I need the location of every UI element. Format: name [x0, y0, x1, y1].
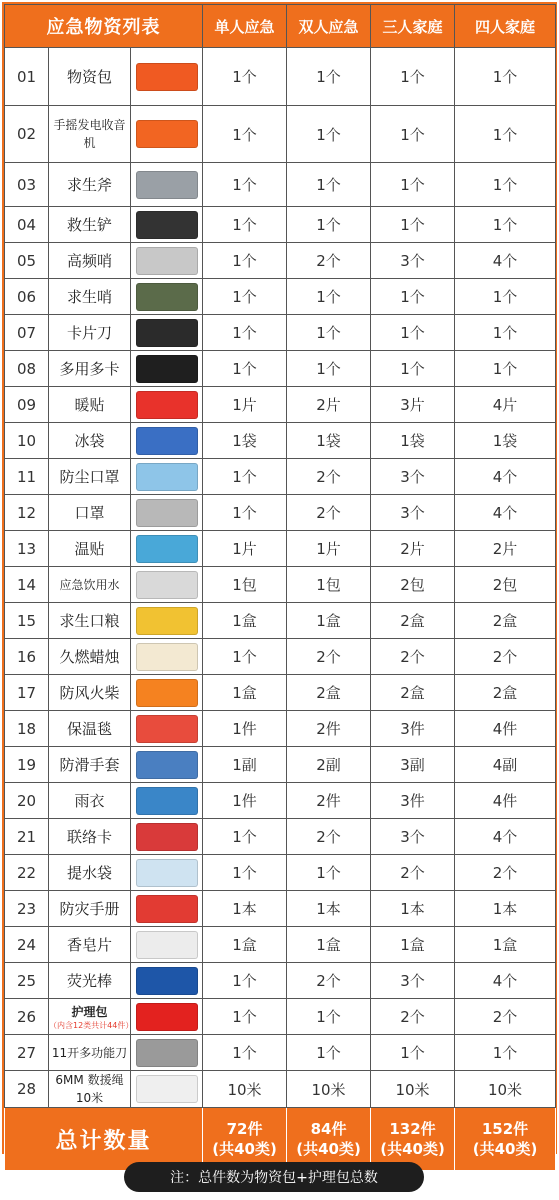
quantity-cell: 1盒: [455, 927, 556, 963]
quantity-cell: 2件: [287, 711, 371, 747]
quantity-cell: 1个: [287, 279, 371, 315]
quantity-cell: 1个: [455, 48, 556, 106]
item-image: [131, 351, 203, 387]
quantity-cell: 1个: [455, 279, 556, 315]
rope-icon: [136, 1075, 198, 1103]
whistle-icon: [136, 247, 198, 275]
row-number: 15: [5, 603, 49, 639]
quantity-cell: 1个: [203, 279, 287, 315]
gloves-icon: [136, 751, 198, 779]
item-image: [131, 495, 203, 531]
item-sub-text: （内含12类共计44件）: [49, 1021, 134, 1030]
heat-pad-icon: [136, 391, 198, 419]
quantity-cell: 1个: [203, 48, 287, 106]
quantity-cell: 2片: [287, 387, 371, 423]
supply-table: [4, 4, 556, 1171]
row-number: 23: [5, 891, 49, 927]
quantity-cell: 2个: [287, 963, 371, 999]
quantity-cell: 4片: [455, 387, 556, 423]
quantity-cell: 1片: [203, 531, 287, 567]
quantity-cell: 2个: [371, 999, 455, 1035]
quantity-cell: 2个: [455, 855, 556, 891]
quantity-cell: 2盒: [455, 603, 556, 639]
quantity-cell: 1袋: [203, 423, 287, 459]
quantity-cell: 1袋: [371, 423, 455, 459]
item-image: [131, 747, 203, 783]
quantity-cell: 4副: [455, 747, 556, 783]
quantity-cell: 10米: [287, 1071, 371, 1108]
quantity-cell: 2个: [287, 243, 371, 279]
blanket-icon: [136, 715, 198, 743]
item-name: 温贴: [49, 531, 131, 567]
item-name: 6MM 数援绳10米: [49, 1071, 131, 1108]
table-row: [5, 1035, 556, 1071]
column-header-double: 双人应急: [287, 5, 371, 48]
table-row: [5, 48, 556, 106]
row-number: 17: [5, 675, 49, 711]
quantity-cell: 1片: [287, 531, 371, 567]
item-name: 应急饮用水: [49, 567, 131, 603]
item-image: [131, 567, 203, 603]
item-name: 冰袋: [49, 423, 131, 459]
table-row: [5, 855, 556, 891]
quantity-cell: 1个: [203, 819, 287, 855]
quantity-cell: 1个: [203, 639, 287, 675]
row-number: 22: [5, 855, 49, 891]
table-row: [5, 675, 556, 711]
quantity-cell: 10米: [203, 1071, 287, 1108]
quantity-cell: 1个: [287, 48, 371, 106]
row-number: 25: [5, 963, 49, 999]
table-row: [5, 603, 556, 639]
ice-pack-icon: [136, 427, 198, 455]
quantity-cell: 1个: [203, 495, 287, 531]
row-number: 09: [5, 387, 49, 423]
radio-icon: [136, 120, 198, 148]
row-number: 05: [5, 243, 49, 279]
row-number: 01: [5, 48, 49, 106]
bag-icon: [136, 63, 198, 91]
item-name: 卡片刀: [49, 315, 131, 351]
quantity-cell: 1个: [287, 106, 371, 163]
quantity-cell: 1盒: [287, 927, 371, 963]
total-types: (共40类): [380, 1140, 445, 1158]
quantity-cell: 2盒: [371, 675, 455, 711]
table-row: [5, 567, 556, 603]
item-name: 提水袋: [49, 855, 131, 891]
row-number: 26: [5, 999, 49, 1035]
multi-knife-icon: [136, 1039, 198, 1067]
quantity-cell: 4个: [455, 963, 556, 999]
axe-icon: [136, 171, 198, 199]
quantity-cell: 2个: [287, 459, 371, 495]
total-types: (共40类): [296, 1140, 361, 1158]
quantity-cell: 1袋: [287, 423, 371, 459]
quantity-cell: 3个: [371, 819, 455, 855]
quantity-cell: 1个: [203, 163, 287, 207]
quantity-cell: 4个: [455, 459, 556, 495]
item-image: [131, 783, 203, 819]
quantity-cell: 3个: [371, 963, 455, 999]
item-image: [131, 459, 203, 495]
item-image: [131, 1071, 203, 1108]
item-name: 保温毯: [49, 711, 131, 747]
quantity-cell: 2片: [371, 531, 455, 567]
quantity-cell: 1袋: [455, 423, 556, 459]
item-image: [131, 927, 203, 963]
quantity-cell: 1盒: [203, 675, 287, 711]
item-image: [131, 675, 203, 711]
quantity-cell: 1个: [455, 163, 556, 207]
column-header-four: 四人家庭: [455, 5, 556, 48]
quantity-cell: 1个: [203, 459, 287, 495]
item-name: 求生哨: [49, 279, 131, 315]
table-row: [5, 243, 556, 279]
total-types: (共40类): [212, 1140, 277, 1158]
quantity-cell: 1个: [455, 207, 556, 243]
item-image: [131, 48, 203, 106]
item-name: 荧光棒: [49, 963, 131, 999]
quantity-cell: 4件: [455, 783, 556, 819]
item-name: 高频哨: [49, 243, 131, 279]
quantity-cell: 4个: [455, 819, 556, 855]
item-name: 雨衣: [49, 783, 131, 819]
quantity-cell: 3个: [371, 495, 455, 531]
soap-icon: [136, 931, 198, 959]
quantity-cell: 1盒: [203, 927, 287, 963]
item-name: 香皂片: [49, 927, 131, 963]
row-number: 08: [5, 351, 49, 387]
item-image: [131, 243, 203, 279]
row-number: 12: [5, 495, 49, 531]
table-row: [5, 999, 556, 1035]
quantity-cell: 1个: [371, 106, 455, 163]
item-image: [131, 279, 203, 315]
dust-mask-icon: [136, 463, 198, 491]
shovel-icon: [136, 211, 198, 239]
row-number: 02: [5, 106, 49, 163]
warm-patch-icon: [136, 535, 198, 563]
quantity-cell: 1个: [287, 207, 371, 243]
quantity-cell: 2个: [287, 495, 371, 531]
table-row: [5, 963, 556, 999]
quantity-cell: 1个: [371, 351, 455, 387]
item-image: [131, 387, 203, 423]
row-number: 13: [5, 531, 49, 567]
table-row: [5, 531, 556, 567]
row-number: 04: [5, 207, 49, 243]
raincoat-icon: [136, 787, 198, 815]
quantity-cell: 1个: [455, 106, 556, 163]
quantity-cell: 1包: [203, 567, 287, 603]
item-image: [131, 639, 203, 675]
row-number: 18: [5, 711, 49, 747]
item-image: [131, 963, 203, 999]
contact-card-icon: [136, 823, 198, 851]
quantity-cell: 1个: [203, 963, 287, 999]
quantity-cell: 2个: [287, 819, 371, 855]
item-name: 物资包: [49, 48, 131, 106]
row-number: 20: [5, 783, 49, 819]
item-image: [131, 207, 203, 243]
item-name: 防尘口罩: [49, 459, 131, 495]
row-number: 21: [5, 819, 49, 855]
quantity-cell: 1盒: [371, 927, 455, 963]
quantity-cell: 2包: [455, 567, 556, 603]
item-name: 口罩: [49, 495, 131, 531]
quantity-cell: 1本: [287, 891, 371, 927]
quantity-cell: 1副: [203, 747, 287, 783]
quantity-cell: 1个: [203, 106, 287, 163]
quantity-cell: 2个: [371, 639, 455, 675]
item-name: 多用多卡: [49, 351, 131, 387]
quantity-cell: 1个: [455, 1035, 556, 1071]
quantity-cell: 1本: [203, 891, 287, 927]
quantity-cell: 2个: [371, 855, 455, 891]
footnote: 注：总件数为物资包+护理包总数: [124, 1162, 424, 1192]
quantity-cell: 2个: [287, 639, 371, 675]
quantity-cell: 2个: [455, 639, 556, 675]
quantity-cell: 1个: [203, 999, 287, 1035]
table-row: [5, 207, 556, 243]
row-number: 07: [5, 315, 49, 351]
quantity-cell: 2盒: [287, 675, 371, 711]
first-aid-kit-icon: [136, 1003, 198, 1031]
item-image: [131, 423, 203, 459]
row-number: 27: [5, 1035, 49, 1071]
item-name: 联络卡: [49, 819, 131, 855]
item-name: 防滑手套: [49, 747, 131, 783]
total-types: (共40类): [472, 1140, 538, 1158]
quantity-cell: 1个: [203, 243, 287, 279]
row-number: 28: [5, 1071, 49, 1108]
table-row: [5, 459, 556, 495]
matches-icon: [136, 679, 198, 707]
quantity-cell: 1件: [203, 783, 287, 819]
multi-tool-card-icon: [136, 355, 198, 383]
total-count: 132件: [389, 1120, 436, 1138]
quantity-cell: 1个: [287, 999, 371, 1035]
table-row: [5, 927, 556, 963]
row-number: 06: [5, 279, 49, 315]
row-number: 03: [5, 163, 49, 207]
quantity-cell: 1个: [371, 315, 455, 351]
quantity-cell: 1个: [455, 315, 556, 351]
item-image: [131, 315, 203, 351]
quantity-cell: 1个: [371, 207, 455, 243]
table-row: [5, 639, 556, 675]
table-row: [5, 711, 556, 747]
total-label: 总计数量: [5, 1108, 203, 1171]
quantity-cell: 3件: [371, 711, 455, 747]
quantity-cell: 1片: [203, 387, 287, 423]
item-image: [131, 106, 203, 163]
item-image: [131, 163, 203, 207]
quantity-cell: 2包: [371, 567, 455, 603]
quantity-cell: 1个: [287, 351, 371, 387]
total-count: 84件: [310, 1120, 347, 1138]
glow-stick-icon: [136, 967, 198, 995]
item-name: 求生斧: [49, 163, 131, 207]
table-row: [5, 315, 556, 351]
item-name: 救生铲: [49, 207, 131, 243]
table-row: [5, 1071, 556, 1108]
item-name: 求生口粮: [49, 603, 131, 639]
item-name: 久燃蜡烛: [49, 639, 131, 675]
quantity-cell: 1本: [455, 891, 556, 927]
item-image: [131, 891, 203, 927]
table-row: [5, 279, 556, 315]
quantity-cell: 4个: [455, 495, 556, 531]
quantity-cell: 3片: [371, 387, 455, 423]
item-image: [131, 819, 203, 855]
column-header-three: 三人家庭: [371, 5, 455, 48]
item-image: [131, 531, 203, 567]
quantity-cell: 4件: [455, 711, 556, 747]
table-row: [5, 351, 556, 387]
quantity-cell: 1件: [203, 711, 287, 747]
row-number: 10: [5, 423, 49, 459]
quantity-cell: 2件: [287, 783, 371, 819]
quantity-cell: 1个: [203, 315, 287, 351]
row-number: 19: [5, 747, 49, 783]
quantity-cell: 2片: [455, 531, 556, 567]
table-row: [5, 163, 556, 207]
row-number: 14: [5, 567, 49, 603]
table-row: [5, 387, 556, 423]
candle-icon: [136, 643, 198, 671]
table-row: [5, 106, 556, 163]
table-row: [5, 423, 556, 459]
column-header-single: 单人应急: [203, 5, 287, 48]
table-row: [5, 747, 556, 783]
item-image: [131, 855, 203, 891]
quantity-cell: 2副: [287, 747, 371, 783]
table-row: [5, 783, 556, 819]
quantity-cell: 1个: [371, 1035, 455, 1071]
quantity-cell: 1盒: [203, 603, 287, 639]
quantity-cell: 1个: [203, 1035, 287, 1071]
quantity-cell: 1包: [287, 567, 371, 603]
survival-whistle-icon: [136, 283, 198, 311]
item-name-text: 护理包: [71, 1005, 108, 1019]
quantity-cell: 4个: [455, 243, 556, 279]
item-name: [49, 999, 134, 1035]
total-four: [455, 1108, 556, 1171]
quantity-cell: 1个: [203, 207, 287, 243]
quantity-cell: 3副: [371, 747, 455, 783]
quantity-cell: 1个: [371, 163, 455, 207]
item-name: 防灾手册: [49, 891, 131, 927]
item-name: 手摇发电收音机: [49, 106, 131, 163]
quantity-cell: 1个: [287, 163, 371, 207]
quantity-cell: 1盒: [287, 603, 371, 639]
quantity-cell: 2盒: [371, 603, 455, 639]
quantity-cell: 3个: [371, 243, 455, 279]
table-row: [5, 495, 556, 531]
quantity-cell: 1个: [371, 279, 455, 315]
quantity-cell: 1个: [371, 48, 455, 106]
mask-icon: [136, 499, 198, 527]
table-row: [5, 819, 556, 855]
quantity-cell: 3件: [371, 783, 455, 819]
item-name: 防风火柴: [49, 675, 131, 711]
item-name: 暖贴: [49, 387, 131, 423]
quantity-cell: 2盒: [455, 675, 556, 711]
quantity-cell: 1个: [455, 351, 556, 387]
water-icon: [136, 571, 198, 599]
table-row: [5, 891, 556, 927]
quantity-cell: 10米: [455, 1071, 556, 1108]
item-image: [131, 1035, 203, 1071]
row-number: 11: [5, 459, 49, 495]
quantity-cell: 10米: [371, 1071, 455, 1108]
ration-icon: [136, 607, 198, 635]
item-image: [131, 603, 203, 639]
card-knife-icon: [136, 319, 198, 347]
manual-icon: [136, 895, 198, 923]
header-row: [5, 5, 556, 48]
item-image: [131, 711, 203, 747]
quantity-cell: 1个: [287, 1035, 371, 1071]
quantity-cell: 1个: [203, 351, 287, 387]
quantity-cell: 1个: [287, 315, 371, 351]
row-number: 24: [5, 927, 49, 963]
item-name: 11开多功能刀: [49, 1035, 131, 1071]
table-title: 应急物资列表: [5, 5, 203, 48]
quantity-cell: 1个: [203, 855, 287, 891]
quantity-cell: 1本: [371, 891, 455, 927]
quantity-cell: 3个: [371, 459, 455, 495]
item-image: [131, 999, 203, 1035]
water-bag-icon: [136, 859, 198, 887]
row-number: 16: [5, 639, 49, 675]
quantity-cell: 1个: [287, 855, 371, 891]
quantity-cell: 2个: [455, 999, 556, 1035]
total-count: 152件: [481, 1120, 529, 1138]
total-count: 72件: [226, 1120, 263, 1138]
